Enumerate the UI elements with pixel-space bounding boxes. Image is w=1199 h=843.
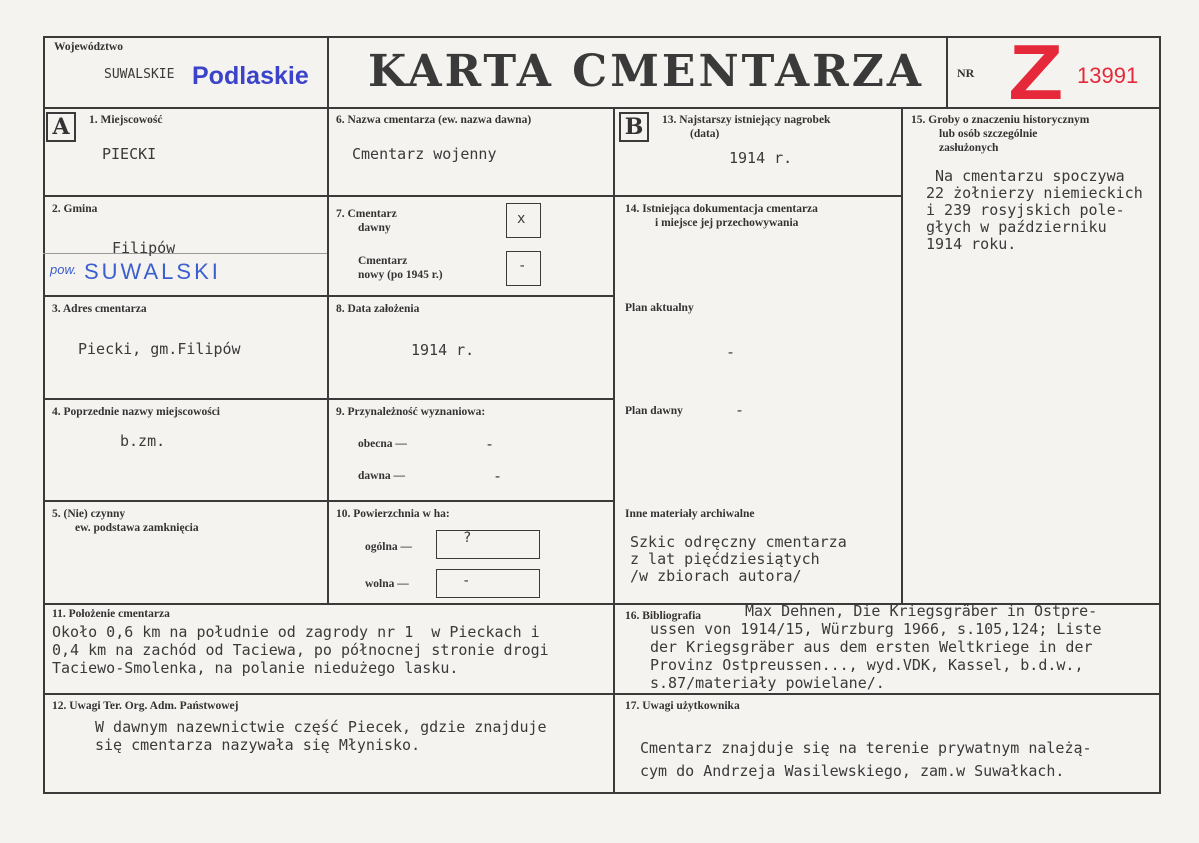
- field-13-sublabel: (data): [690, 128, 720, 140]
- header-split-2: [946, 36, 948, 108]
- wolna-box: [436, 569, 540, 598]
- field-1-label: 1. Miejscowość: [89, 114, 163, 126]
- dawna-value: -: [493, 467, 503, 485]
- inne-materialy-line-1: Szkic odręczny cmentarza: [630, 533, 847, 551]
- row-line-1: [43, 195, 615, 197]
- nowy-value: -: [518, 258, 527, 274]
- plan-dawny-label: Plan dawny: [625, 405, 683, 417]
- obecna-value: -: [485, 435, 495, 453]
- nr-letter: Z: [1008, 28, 1064, 116]
- nr-label: NR: [957, 66, 975, 80]
- field-4-label: 4. Poprzednie nazwy miejscowości: [52, 406, 220, 418]
- field-11-line-3: Taciewo-Smolenka, na polanie niedużego lasku.: [52, 659, 459, 677]
- field-10-label: 10. Powierzchnia w ha:: [336, 508, 450, 520]
- field-14-sublabel: i miejsce jej przechowywania: [655, 217, 799, 229]
- field-8-value: 1914 r.: [411, 341, 475, 359]
- inne-materialy-line-3: /w zbiorach autora/: [630, 567, 802, 585]
- col-split-2: [613, 107, 615, 794]
- podlaskie-stamp: Podlaskie: [192, 62, 309, 90]
- dawna-label: dawna —: [358, 470, 405, 482]
- field-17-label: 17. Uwagi użytkownika: [625, 700, 740, 712]
- field-15-line-1: Na cmentarzu spoczywa: [935, 167, 1125, 185]
- header-split-1: [327, 36, 329, 108]
- field-12-line-2: się cmentarza nazywała się Młynisko.: [95, 736, 421, 754]
- plan-aktualny-value: -: [726, 343, 736, 361]
- border-right: [1159, 36, 1161, 794]
- field-11-line-2: 0,4 km na zachód od Taciewa, po północnej stronie drogi: [52, 641, 549, 659]
- field-16-line-3: der Kriegsgräber aus dem ersten Weltkriege in der: [650, 638, 1093, 656]
- header-divider: [43, 107, 1161, 109]
- section-b-marker: B: [619, 112, 649, 142]
- field-5-label: 5. (Nie) czynny: [52, 508, 126, 520]
- row-line-2: [43, 295, 615, 297]
- row-line-3: [43, 398, 615, 400]
- field-15-line-5: 1914 roku.: [926, 235, 1017, 253]
- field-4-value: b.zm.: [120, 432, 166, 450]
- field-13-value: 1914 r.: [729, 149, 793, 167]
- border-bottom: [43, 792, 1161, 794]
- nr-number: 13991: [1077, 63, 1139, 88]
- wolna-value: -: [462, 573, 471, 589]
- field-14-label: 14. Istniejąca dokumentacja cmentarza: [625, 203, 818, 215]
- field-7-nowy-label-2: nowy (po 1945 r.): [358, 269, 443, 281]
- field-6-value: Cmentarz wojenny: [352, 145, 497, 163]
- gmina-sub-line: [43, 253, 327, 254]
- field-5-sublabel: ew. podstawa zamknięcia: [75, 522, 199, 534]
- field-16-line-2: ussen von 1914/15, Würzburg 1966, s.105,124; Liste: [650, 620, 1102, 638]
- wojewodztwo-value: SUWALSKIE: [104, 67, 175, 82]
- col-split-1: [327, 107, 329, 604]
- field-15-line-2: 22 żołnierzy niemieckich: [926, 184, 1143, 202]
- field-17-line-2: cym do Andrzeja Wasilewskiego, zam.w Suwałkach.: [640, 762, 1065, 780]
- field-7-label: 7. Cmentarz: [336, 208, 397, 220]
- inne-materialy-label: Inne materiały archiwalne: [625, 508, 755, 520]
- field-9-label: 9. Przynależność wyznaniowa:: [336, 406, 486, 418]
- field-15-sublabel-2: zasłużonych: [939, 142, 999, 154]
- page-title: KARTA CMENTARZA: [368, 46, 924, 97]
- border-top: [43, 36, 1161, 38]
- field-16-line-1: Max Dehnen, Die Kriegsgräber in Ostpre-: [745, 602, 1098, 620]
- field-11-label: 11. Położenie cmentarza: [52, 608, 170, 620]
- field-2-label: 2. Gmina: [52, 203, 98, 215]
- field-6-label: 6. Nazwa cmentarza (ew. nazwa dawna): [336, 114, 532, 126]
- ogolna-value: ?: [463, 530, 472, 546]
- plan-dawny-value: -: [735, 401, 745, 419]
- field-15-sublabel-1: lub osób szczególnie: [939, 128, 1038, 140]
- field-16-line-5: s.87/materiały powielane/.: [650, 674, 885, 692]
- field-13-label: 13. Najstarszy istniejący nagrobek: [662, 114, 831, 126]
- row-line-4: [43, 500, 615, 502]
- wojewodztwo-label: Województwo: [54, 41, 123, 53]
- row-line-6: [43, 693, 1161, 695]
- field-3-value: Piecki, gm.Filipów: [78, 340, 241, 358]
- field-11-line-1: Około 0,6 km na południe od zagrody nr 1 w Pieckach i: [52, 623, 540, 641]
- powiat-prefix: pow.: [50, 262, 77, 277]
- field-16-label: 16. Bibliografia: [625, 610, 702, 622]
- field-7-nowy-label-1: Cmentarz: [358, 255, 408, 267]
- field-7-dawny-label: dawny: [358, 222, 391, 234]
- section-a-marker: A: [46, 112, 76, 142]
- wolna-label: wolna —: [365, 578, 409, 590]
- field-2-value: Filipów: [112, 239, 176, 257]
- field-12-line-1: W dawnym nazewnictwie część Piecek, gdzie znajduje: [95, 718, 547, 736]
- field-16-line-4: Provinz Ostpreussen..., wyd.VDK, Kassel, b.d.w.,: [650, 656, 1084, 674]
- inne-materialy-line-2: z lat pięćdziesiątych: [630, 550, 820, 568]
- field-8-label: 8. Data założenia: [336, 303, 420, 315]
- field-15-label: 15. Groby o znaczeniu historycznym: [911, 114, 1090, 126]
- field-15-line-4: głych w październiku: [926, 218, 1107, 236]
- powiat-value: SUWALSKI: [84, 259, 221, 284]
- col-split-3: [901, 107, 903, 604]
- ogolna-box: [436, 530, 540, 559]
- field-17-line-1: Cmentarz znajduje się na terenie prywatnym należą-: [640, 739, 1092, 757]
- field-1-value: PIECKI: [102, 145, 157, 163]
- field-15-line-3: i 239 rosyjskich pole-: [926, 201, 1125, 219]
- field-3-label: 3. Adres cmentarza: [52, 303, 147, 315]
- plan-aktualny-label: Plan aktualny: [625, 302, 694, 314]
- obecna-label: obecna —: [358, 438, 407, 450]
- row-line-1b: [613, 195, 903, 197]
- ogolna-label: ogólna —: [365, 541, 412, 553]
- border-left: [43, 36, 45, 794]
- field-12-label: 12. Uwagi Ter. Org. Adm. Państwowej: [52, 700, 239, 712]
- dawny-value: x: [517, 211, 526, 227]
